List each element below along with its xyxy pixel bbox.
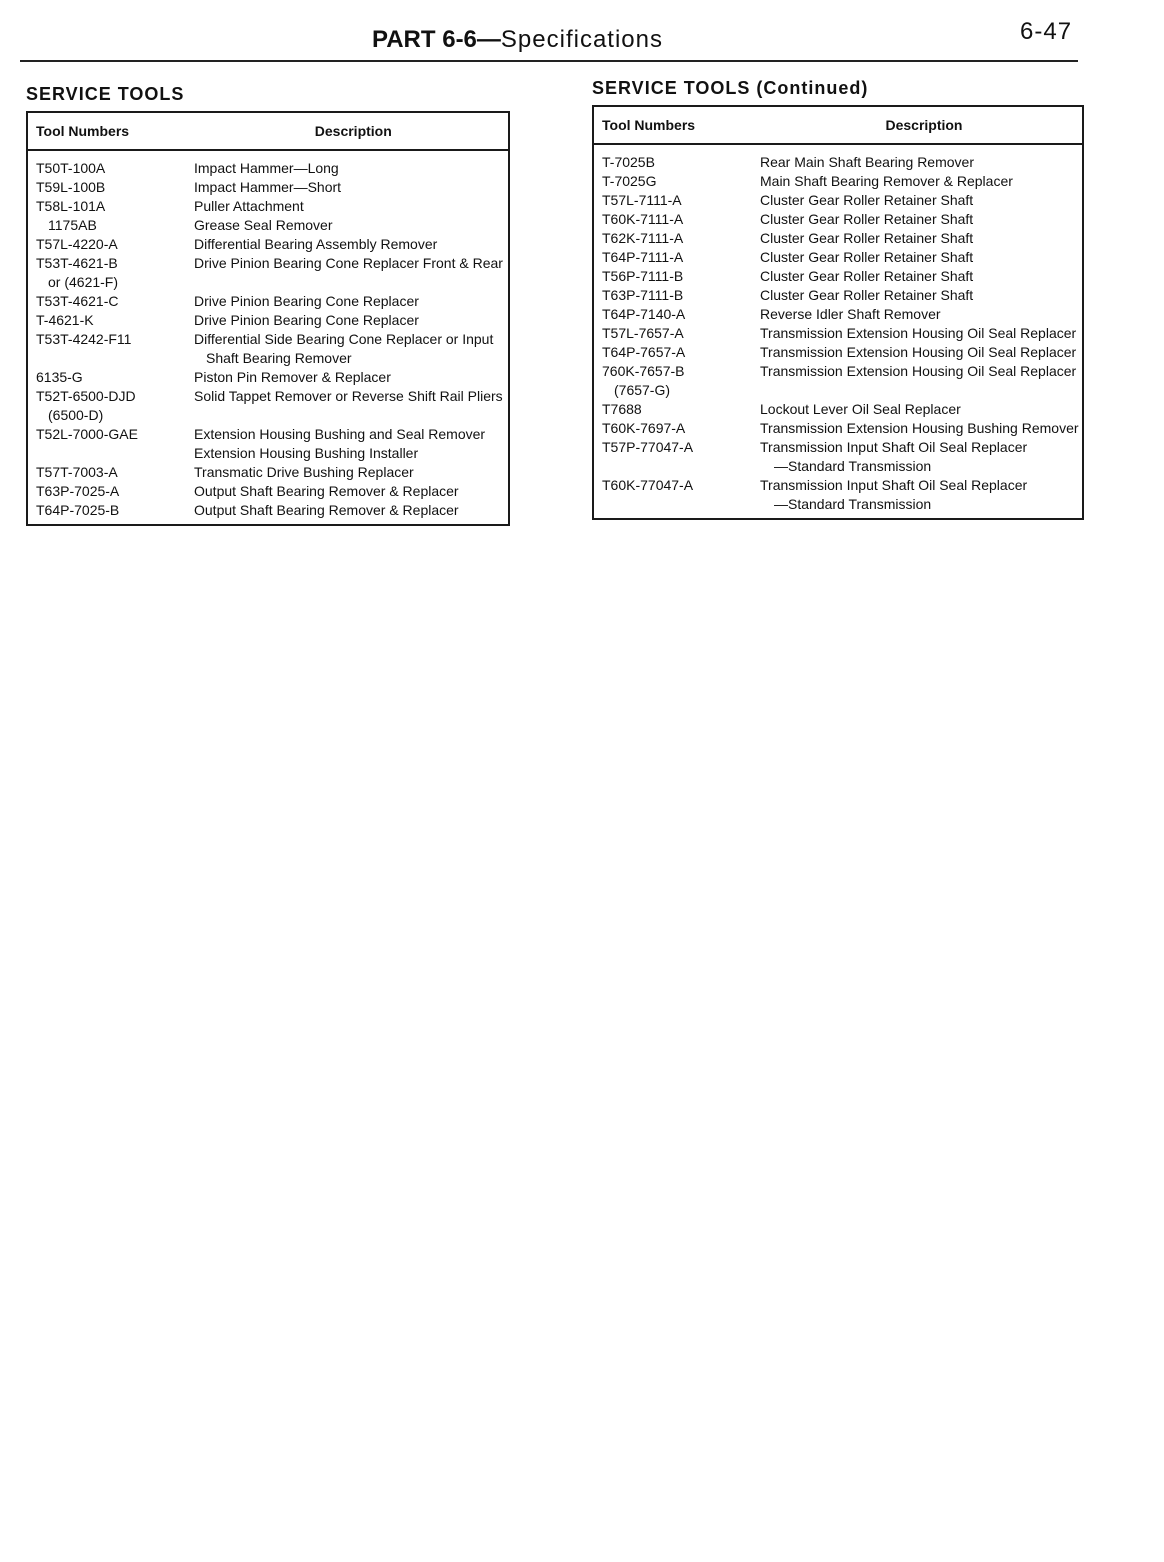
tool-number-cell [594,362,760,400]
table-row [594,191,1082,210]
service-tools-section [26,84,510,526]
title-dash: — [476,26,501,53]
tool-number: T63P-7111-B [602,287,684,303]
table-row [28,159,508,178]
tool-description: Extension Housing Bushing and Seal Remover [194,426,486,442]
tool-number-cell [28,254,194,292]
tool-description: Output Shaft Bearing Remover & Replacer [194,502,459,518]
tool-number: T-7025B [602,154,655,170]
title-subtitle: Specifications [500,26,663,53]
tool-description: Rear Main Shaft Bearing Remover [760,154,974,170]
tool-description: Main Shaft Bearing Remover & Replacer [760,173,1013,189]
table-row [28,387,508,425]
table-row [28,501,508,520]
tool-number: T7688 [602,401,642,417]
tool-number-alt: (6500-D) [48,407,104,423]
tool-description: Cluster Gear Roller Retainer Shaft [760,287,974,303]
tool-number: T50T-100A [36,160,106,176]
tool-number: T57L-7657-A [602,325,684,341]
table-row [594,305,1082,324]
table-row [28,368,508,387]
service-tools-continued-section [592,78,1084,520]
tool-description: Drive Pinion Bearing Cone Replacer [194,293,419,309]
tool-description: Cluster Gear Roller Retainer Shaft [760,211,974,227]
tool-number: T62K-7111-A [602,230,684,246]
tool-description: Cluster Gear Roller Retainer Shaft [760,249,974,265]
tool-number: T59L-100B [36,179,106,195]
tool-number: T57L-7111-A [602,192,682,208]
tool-number: T57T-7003-A [36,464,118,480]
tool-description-cell [760,476,1027,514]
tool-number: T57P-77047-A [602,439,694,455]
table-row [594,248,1082,267]
tool-description: Output Shaft Bearing Remover & Replacer [194,483,459,499]
tool-description-second: Extension Housing Bushing Installer [194,445,419,461]
table-row [28,311,508,330]
tool-number-alt: or (4621-F) [48,274,119,290]
tool-number: 1175AB [48,217,97,233]
tool-description: Cluster Gear Roller Retainer Shaft [760,268,974,284]
tool-number: T-7025G [602,173,657,189]
table-row [594,400,1082,419]
tool-description: Transmatic Drive Bushing Replacer [194,464,414,480]
tool-description: Transmission Extension Housing Oil Seal Replacer [760,344,1077,360]
service-tools-table [26,111,510,526]
tool-number: T53T-4621-C [36,293,119,309]
tool-description: Impact Hammer—Short [194,179,342,195]
tool-number: T53T-4242-F11 [36,331,132,347]
tool-number: T52L-7000-GAE [36,426,138,442]
table-row [594,229,1082,248]
tool-description: Cluster Gear Roller Retainer Shaft [760,230,974,246]
table-row [594,362,1082,400]
section-title: SERVICE TOOLS (Continued) [592,78,869,98]
tool-number: T64P-7140-A [602,306,686,322]
tool-description: Piston Pin Remover & Replacer [194,369,391,385]
column-header-description: Description [314,123,392,139]
tool-description: Reverse Idler Shaft Remover [760,306,941,322]
table-row [28,463,508,482]
tool-number-cell [28,387,194,425]
section-title: SERVICE TOOLS [26,84,185,104]
header-divider [20,60,1078,62]
table-row [594,476,1082,514]
table-row [594,438,1082,476]
table-header [594,107,1082,145]
table-row [28,178,508,197]
tool-description-cell [760,438,1027,476]
tool-description-continued: —Standard Transmission [774,458,932,474]
table-row [28,254,508,292]
tool-description: Impact Hammer—Long [194,160,339,176]
table-row [594,419,1082,438]
tool-number-cell [28,216,194,235]
tool-description-continued: Shaft Bearing Remover [206,350,352,366]
tool-number: T53T-4621-B [36,255,118,271]
tool-description: Grease Seal Remover [194,217,333,233]
tool-description: Transmission Input Shaft Oil Seal Replacer [760,439,1028,455]
tool-description-continued: —Standard Transmission [774,496,932,512]
tool-number-alt: (7657-G) [614,382,671,398]
tool-number: T57L-4220-A [36,236,118,252]
tool-number: T64P-7657-A [602,344,686,360]
tool-number: T63P-7025-A [36,483,120,499]
tool-number: T60K-7111-A [602,211,684,227]
column-header-tool-numbers: Tool Numbers [36,123,130,139]
tool-number: T52T-6500-DJD [36,388,136,404]
page-number: 6-47 [1020,18,1073,45]
table-row [594,343,1082,362]
table-row [28,292,508,311]
part-label: PART 6-6 [372,26,477,53]
tool-description: Transmission Extension Housing Bushing Remover [760,420,1079,436]
tool-number: T64P-7025-B [36,502,120,518]
tool-number: 6135-G [36,369,83,385]
table-row [594,210,1082,229]
table-row [594,172,1082,191]
table-row [28,425,508,463]
tool-number: T64P-7111-A [602,249,684,265]
page-header [0,0,1164,66]
tool-description: Lockout Lever Oil Seal Replacer [760,401,961,417]
table-body [28,151,508,524]
table-row [594,324,1082,343]
table-row [28,330,508,368]
tool-description: Transmission Input Shaft Oil Seal Replacer [760,477,1028,493]
tool-description: Transmission Extension Housing Oil Seal Replacer [760,325,1077,341]
service-tools-continued-table [592,105,1084,520]
tool-description-cell [194,425,485,463]
page-title [372,26,663,54]
table-row [594,267,1082,286]
table-row [594,286,1082,305]
tool-number: T-4621-K [36,312,94,328]
tool-description: Differential Side Bearing Cone Replacer or Input [194,331,494,347]
column-header-description: Description [885,117,963,133]
tool-number: T58L-101A [36,198,106,214]
tool-description: Drive Pinion Bearing Cone Replacer Front & Rear [194,255,503,271]
tool-number: 760K-7657-B [602,363,685,379]
table-body [594,145,1082,518]
tool-number: T56P-7111-B [602,268,684,284]
tool-description: Cluster Gear Roller Retainer Shaft [760,192,974,208]
tool-number: T60K-77047-A [602,477,694,493]
column-header-tool-numbers: Tool Numbers [602,117,696,133]
tool-description: Puller Attachment [194,198,304,214]
tool-description: Transmission Extension Housing Oil Seal Replacer [760,363,1077,379]
tool-description-cell [194,330,493,368]
table-row [28,235,508,254]
table-row [594,153,1082,172]
table-row [28,197,508,216]
tool-description: Differential Bearing Assembly Remover [194,236,438,252]
tool-number: T60K-7697-A [602,420,686,436]
table-row [28,216,508,235]
table-header [28,113,508,151]
tool-description: Solid Tappet Remover or Reverse Shift Rail Pliers [194,388,503,404]
tool-description: Drive Pinion Bearing Cone Replacer [194,312,419,328]
table-row [28,482,508,501]
